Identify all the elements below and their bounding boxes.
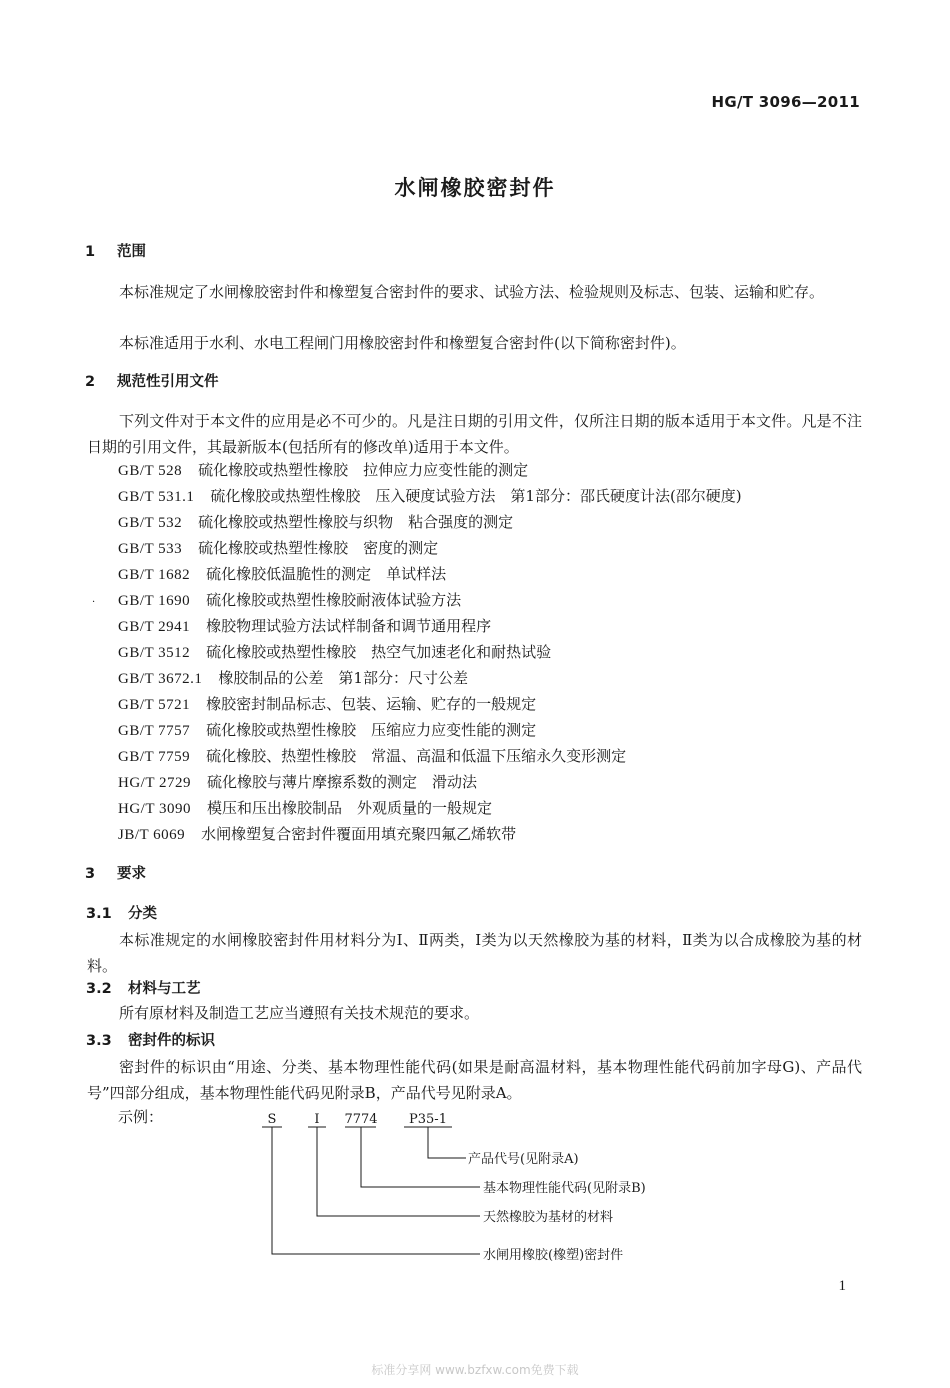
leader-line: [272, 1127, 480, 1254]
section-title: 规范性引用文件: [117, 374, 219, 390]
reference-code: GB/T 1690: [118, 593, 191, 609]
label-physical-code: 基本物理性能代码(见附录B): [483, 1181, 646, 1196]
reference-code: GB/T 528: [118, 463, 183, 479]
reference-title: 硫化橡胶、热塑性橡胶 常温、高温和低温下压缩永久变形测定: [206, 747, 627, 765]
reference-code: GB/T 531.1: [118, 489, 195, 505]
leader-line: [317, 1127, 480, 1216]
reference-title: 橡胶物理试验方法试样制备和调节通用程序: [206, 617, 492, 635]
label-product-code: 产品代号(见附录A): [468, 1152, 579, 1167]
reference-title: 硫化橡胶或热塑性橡胶 热空气加速老化和耐热试验: [206, 643, 552, 661]
reference-code: GB/T 533: [118, 541, 183, 557]
section-number: 1: [85, 244, 96, 260]
reference-title: 橡胶制品的公差 第1部分：尺寸公差: [218, 669, 468, 687]
reference-code: GB/T 1682: [118, 567, 191, 583]
label-usage: 水闸用橡胶(橡塑)密封件: [483, 1248, 624, 1263]
leader-line: [361, 1127, 480, 1187]
section-1-paragraph-1: 本标准规定了水闸橡胶密封件和橡塑复合密封件的要求、试验方法、检验规则及标志、包装、运输和贮存。: [119, 283, 825, 301]
section-2-intro: 下列文件对于本文件的应用是必不可少的。凡是注日期的引用文件，仅所注日期的版本适用于本文件。凡是不注日期的引用文件，其最新版本(包括所有的修改单)适用于本文件。: [87, 412, 862, 456]
section-number: 3.2: [86, 981, 112, 997]
reference-title: 硫化橡胶或热塑性橡胶与织物 粘合强度的测定: [198, 513, 514, 531]
leader-line: [428, 1127, 466, 1158]
reference-code: GB/T 3512: [118, 645, 191, 661]
section-1-paragraph-2: 本标准适用于水利、水电工程闸门用橡胶密封件和橡塑复合密封件(以下简称密封件)。: [119, 334, 686, 352]
label-material-class: 天然橡胶为基材的材料: [483, 1210, 614, 1225]
page-number: 1: [838, 1278, 846, 1294]
reference-code: HG/T 3090: [118, 801, 191, 817]
reference-title: 水闸橡塑复合密封件覆面用填充聚四氟乙烯软带: [201, 825, 517, 843]
section-number: 2: [85, 374, 96, 390]
section-3-3-text: 密封件的标识由“用途、分类、基本物理性能代码(如果是耐高温材料，基本物理性能代码前加字母G)、产品代号”四部分组成，基本物理性能代码见附录B，产品代号见附录A。: [87, 1058, 862, 1102]
reference-code: GB/T 3672.1: [118, 671, 203, 687]
section-title: 范围: [117, 244, 146, 260]
reference-code: GB/T 7757: [118, 723, 191, 739]
example-label: 示例：: [118, 1108, 164, 1126]
reference-code: JB/T 6069: [118, 827, 186, 843]
code-usage: S: [267, 1112, 277, 1127]
reference-code: GB/T 7759: [118, 749, 191, 765]
section-title: 分类: [128, 906, 157, 922]
reference-code: GB/T 5721: [118, 697, 191, 713]
reference-code: GB/T 532: [118, 515, 183, 531]
watermark: 标准分享网 www.bzfxw.com免费下载: [371, 1363, 579, 1377]
reference-title: 橡胶密封制品标志、包装、运输、贮存的一般规定: [206, 695, 537, 713]
section-title: 密封件的标识: [128, 1033, 215, 1049]
section-number: 3.1: [86, 906, 112, 922]
section-number: 3: [85, 866, 96, 882]
section-title: 要求: [117, 866, 146, 882]
code-product: P35-1: [409, 1112, 447, 1127]
section-title: 材料与工艺: [128, 981, 201, 997]
code-class: I: [314, 1112, 320, 1127]
reference-title: 硫化橡胶或热塑性橡胶耐液体试验方法: [206, 591, 462, 609]
reference-code: GB/T 2941: [118, 619, 191, 635]
reference-title: 硫化橡胶或热塑性橡胶 压缩应力应变性能的测定: [206, 721, 537, 739]
standard-code: HG/T 3096—2011: [711, 93, 860, 111]
reference-title: 硫化橡胶低温脆性的测定 单试样法: [206, 565, 447, 583]
reference-code: HG/T 2729: [118, 775, 191, 791]
reference-title: 模压和压出橡胶制品 外观质量的一般规定: [206, 799, 492, 817]
document-title: 水闸橡胶密封件: [394, 176, 556, 200]
section-number: 3.3: [86, 1033, 112, 1049]
reference-title: 硫化橡胶或热塑性橡胶 压入硬度试验方法 第1部分：邵氏硬度计法(邵尔硬度): [210, 487, 742, 505]
margin-mark: ·: [92, 597, 96, 608]
reference-title: 硫化橡胶与薄片摩擦系数的测定 滑动法: [206, 773, 477, 791]
reference-title: 硫化橡胶或热塑性橡胶 密度的测定: [198, 539, 439, 557]
reference-title: 硫化橡胶或热塑性橡胶 拉伸应力应变性能的测定: [198, 461, 529, 479]
section-3-1-text: 本标准规定的水闸橡胶密封件用材料分为Ⅰ、Ⅱ两类，Ⅰ类为以天然橡胶为基的材料，Ⅱ类为以合成橡胶为基的材料。: [87, 931, 862, 975]
section-3-2-text: 所有原材料及制造工艺应当遵照有关技术规范的要求。: [119, 1004, 480, 1022]
code-physical: 7774: [344, 1112, 378, 1127]
